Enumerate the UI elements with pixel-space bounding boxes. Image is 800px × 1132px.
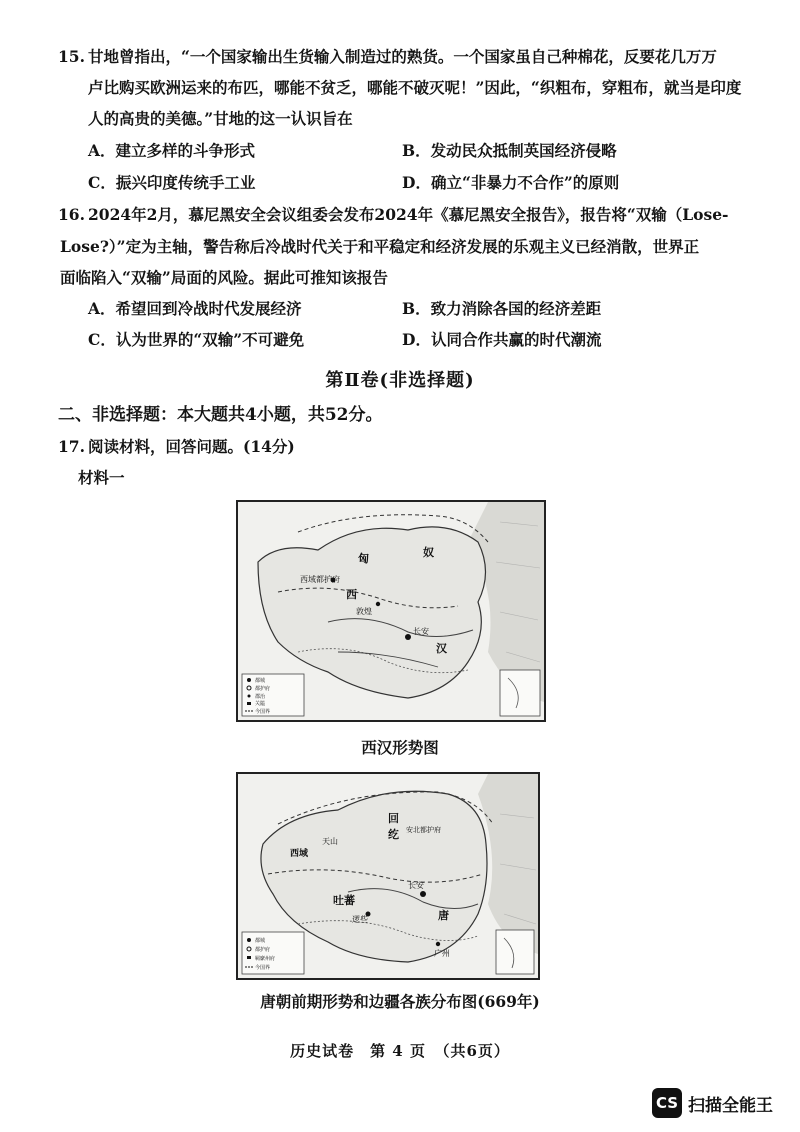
label-luoxie: 逻些 [352,915,368,924]
tang-legend-item-3: 羁縻州府 [255,956,276,962]
q16-option-c[interactable]: C．认为世界的“双输”不可避免 [88,330,305,349]
label-changan: 长安 [413,627,429,636]
label-he: 纥 [388,828,399,841]
q15-line-3: 人的高贵的美德。”甘地的这一认识旨在 [88,109,353,128]
label-nu: 奴 [423,546,434,559]
legend-item-3: 郡治 [255,694,266,700]
western-han-map-caption: 西汉形势图 [361,738,439,757]
label-tubo: 吐蕃 [333,894,355,907]
page-footer: 历史试卷 第 4 页 （共6页） [290,1042,510,1060]
label-tianshan: 天山 [322,837,338,846]
q15-option-c[interactable]: C．振兴印度传统手工业 [88,173,256,192]
q15-line-1: 甘地曾指出，“一个国家输出生货输入制造过的熟货。一个国家虽自己种棉花，反要花几万万 [88,47,717,66]
label-xi: 西 [346,588,357,601]
material-one-label: 材料一 [78,468,125,487]
label-xiong: 匈 [358,552,369,565]
legend-item-2: 都护府 [255,686,271,692]
q16-line-1: 2024年2月，慕尼黑安全会议组委会发布2024年《慕尼黑安全报告》，报告将“双输（Lose- [88,205,729,224]
q17-number: 17. [58,437,85,456]
q15-number: 15. [58,47,85,66]
tang-map-caption: 唐朝前期形势和边疆各族分布图(669年) [260,992,540,1011]
label-dunhuang: 敦煌 [356,607,372,616]
label-hui: 回 [388,812,399,825]
tang-map-graphic [238,774,538,978]
tang-legend-item-4: 今国界 [255,965,271,971]
q15-option-b[interactable]: B．发动民众抵制英国经济侵略 [402,141,617,160]
q16-line-3: 面临陷入“双输”局面的风险。据此可推知该报告 [60,268,388,287]
label-anbei-duhufu: 安北都护府 [406,826,441,834]
section-heading: 二、非选择题：本大题共4小题，共52分。 [58,405,383,425]
q16-line-2: Lose?）”定为主轴，警告称后冷战时代关于和平稳定和经济发展的乐观主义已经消散，世界正 [60,237,700,256]
label-tang: 唐 [438,909,449,922]
label-tang-changan: 长安 [408,881,424,890]
label-han: 汉 [436,642,447,655]
camscanner-logo-icon: CS [652,1088,682,1118]
q15-line-2: 卢比购买欧洲运来的布匹，哪能不贫乏，哪能不破灭呢！”因此，“织粗布，穿粗布，就当是印度 [88,78,742,97]
legend-item-1: 都城 [255,678,266,684]
western-han-map [236,500,546,722]
label-guangzhou: 广州 [434,949,450,958]
western-han-map-graphic [238,502,544,720]
q15-option-a[interactable]: A．建立多样的斗争形式 [88,141,256,160]
q16-option-d[interactable]: D．认同合作共赢的时代潮流 [402,330,602,349]
legend-item-5: 今国界 [255,709,271,715]
label-xiyu: 西域 [290,849,309,859]
q16-number: 16. [58,205,85,224]
q15-option-d[interactable]: D．确立“非暴力不合作”的原则 [402,173,620,192]
tang-legend-item-1: 都城 [255,938,266,944]
q16-option-b[interactable]: B．致力消除各国的经济差距 [402,299,602,318]
label-xiyu-duhufu: 西域都护府 [300,575,340,584]
tang-legend-item-2: 都护府 [255,947,271,953]
q17-text: 阅读材料，回答问题。(14分) [88,437,295,456]
watermark-text: 扫描全能王 [688,1095,773,1116]
section-title: 第Ⅱ卷(非选择题) [325,370,475,391]
legend-item-4: 关隘 [255,701,266,707]
tang-map [236,772,540,980]
q16-option-a[interactable]: A．希望回到冷战时代发展经济 [88,299,302,318]
scanner-watermark [652,1088,773,1118]
